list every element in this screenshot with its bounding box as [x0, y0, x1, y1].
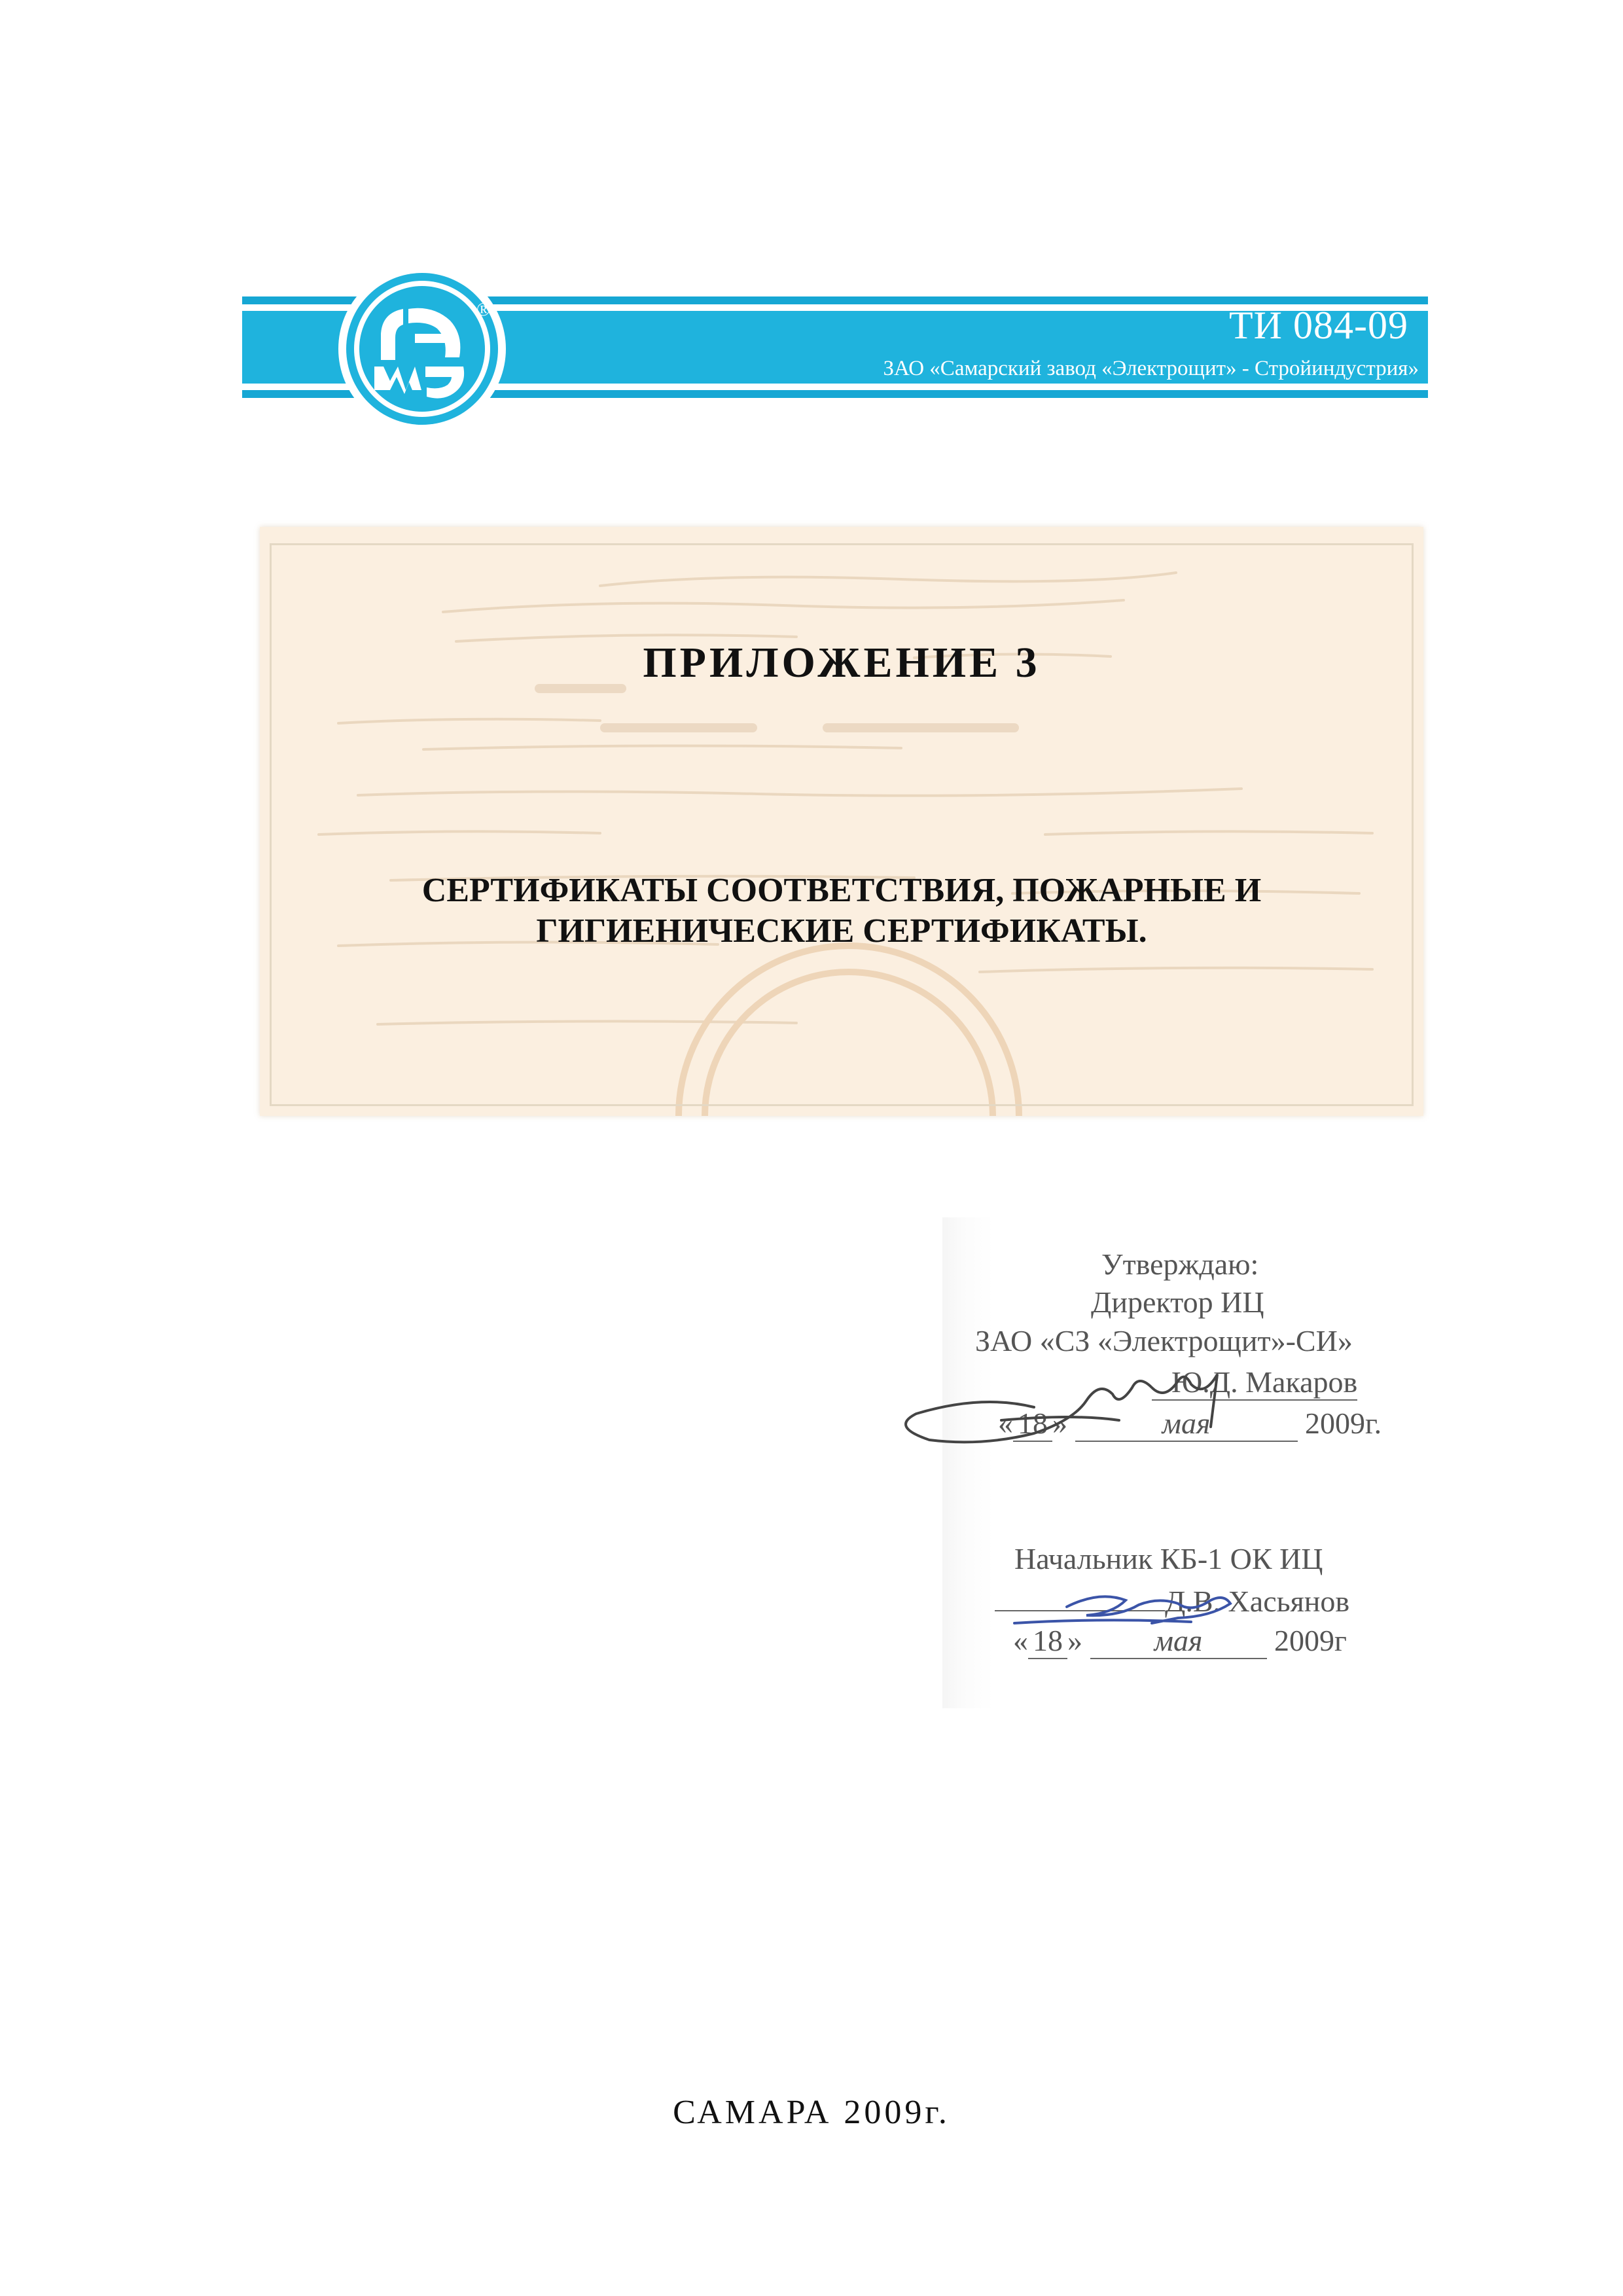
subtitle-line-1: СЕРТИФИКАТЫ СООТВЕТСТВИЯ, ПОЖАРНЫЕ И	[421, 872, 1262, 909]
director-date-day: 18	[1013, 1406, 1052, 1442]
approval-heading: Утверждаю:	[1101, 1247, 1259, 1281]
appendix-heading: ПРИЛОЖЕНИЕ 3	[643, 639, 1041, 687]
director-date-year: 2009г.	[1305, 1407, 1382, 1440]
document-code: ТИ 084-09	[1229, 304, 1408, 347]
director-date-month: мая	[1075, 1406, 1298, 1442]
certificate-frame	[270, 543, 1414, 1106]
appendix-subtitle	[260, 870, 1423, 952]
director-title: Директор ИЦ	[1091, 1285, 1264, 1319]
head-date-year: 2009г	[1274, 1624, 1347, 1657]
director-name: Ю.Д. Макаров	[1171, 1365, 1358, 1399]
city-year: САМАРА 2009г.	[673, 2094, 950, 2131]
subtitle-line-2: ГИГИЕНИЧЕСКИЕ СЕРТИФИКАТЫ.	[536, 912, 1147, 950]
handwritten-signatures	[903, 1335, 1414, 1702]
company-logo-icon	[335, 262, 509, 436]
head-name: Д.В. Хасьянов	[1165, 1585, 1350, 1618]
head-date-day: 18	[1028, 1623, 1067, 1659]
head-date-month: мая	[1090, 1623, 1267, 1659]
director-organization: ЗАО «СЗ «Электрощит»-СИ»	[975, 1324, 1353, 1357]
registered-mark: ®	[476, 300, 491, 320]
director-date: « 18 » мая 2009г.	[998, 1406, 1382, 1442]
head-title: Начальник КБ-1 ОК ИЦ	[1014, 1542, 1323, 1575]
head-date: « 18 » мая 2009г	[1013, 1623, 1347, 1659]
organization-name: ЗАО «Самарский завод «Электрощит» - Стройиндустрия»	[883, 357, 1419, 380]
